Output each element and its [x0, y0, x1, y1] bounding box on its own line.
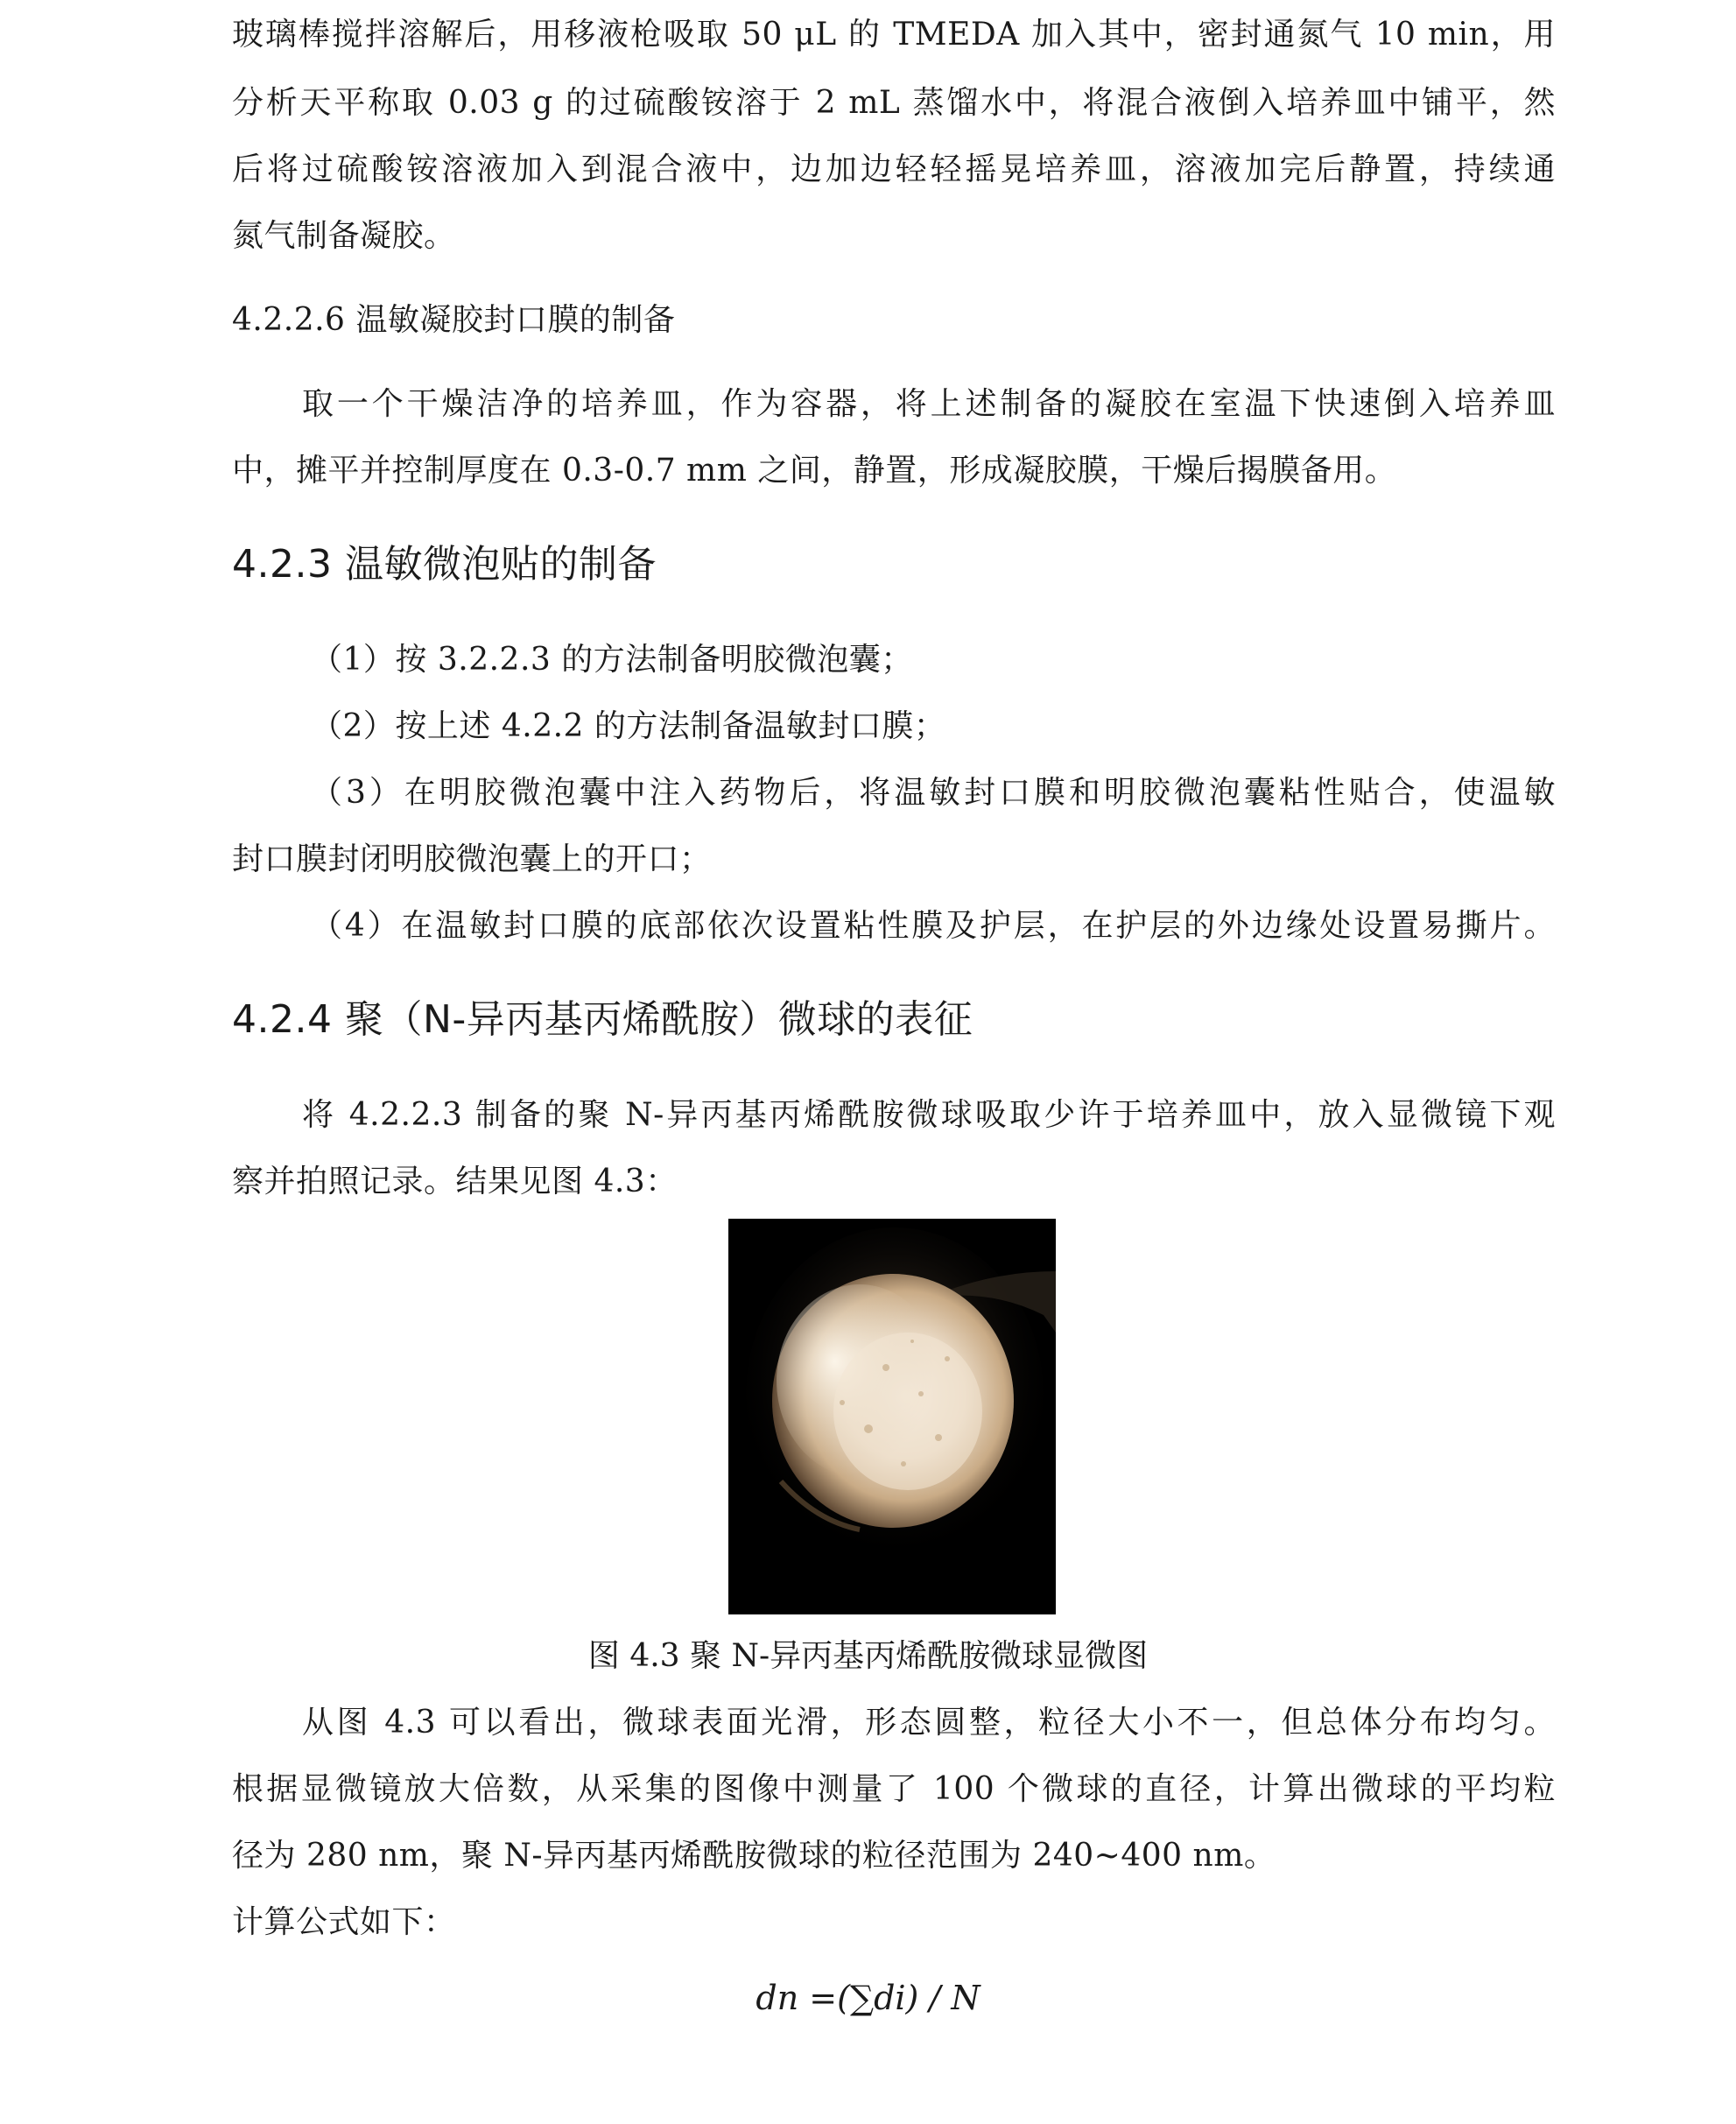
- list-item: （4）在温敏封口膜的底部依次设置粘性膜及护层，在护层的外边缘处设置易撕片。: [311, 908, 1556, 944]
- microsphere-micrograph: [728, 1219, 1056, 1614]
- formula-intro: 计算公式如下：: [232, 1904, 456, 1940]
- paragraph-line: 从图 4.3 可以看出，微球表面光滑，形态圆整，粒径大小不一，但总体分布均匀。: [302, 1705, 1556, 1741]
- paragraph-line: 氮气制备凝胶。: [232, 218, 456, 254]
- section-heading: 4.2.3 温敏微泡贴的制备: [232, 542, 657, 587]
- paragraph-line: 根据显微镜放大倍数，从采集的图像中测量了 100 个微球的直径，计算出微球的平均粒: [232, 1771, 1556, 1807]
- list-item-continuation: 封口膜封闭明胶微泡囊上的开口；: [232, 841, 712, 877]
- paragraph-line: 取一个干燥洁净的培养皿，作为容器，将上述制备的凝胶在室温下快速倒入培养皿: [302, 386, 1556, 422]
- section-heading: 4.2.4 聚（N-异丙基丙烯酰胺）微球的表征: [232, 997, 973, 1042]
- list-item: （3）在明胶微泡囊中注入药物后，将温敏封口膜和明胶微泡囊粘性贴合，使温敏: [311, 775, 1556, 811]
- paragraph-line: 分析天平称取 0.03 g 的过硫酸铵溶于 2 mL 蒸馏水中，将混合液倒入培养皿中铺平，然: [232, 85, 1556, 121]
- paragraph-line: 后将过硫酸铵溶液加入到混合液中，边加边轻轻摇晃培养皿，溶液加完后静置，持续通: [232, 151, 1556, 187]
- paragraph-line: 察并拍照记录。结果见图 4.3：: [232, 1164, 678, 1199]
- paragraph-line: 将 4.2.2.3 制备的聚 N-异丙基丙烯酰胺微球吸取少许于培养皿中，放入显微镜下观: [302, 1097, 1556, 1133]
- list-item: （1）按 3.2.2.3 的方法制备明胶微泡囊；: [311, 642, 913, 678]
- paragraph-line: 径为 280 nm，聚 N-异丙基丙烯酰胺微球的粒径范围为 240~400 nm。: [232, 1838, 1276, 1874]
- formula: dn =(∑di) / N: [756, 1979, 980, 2017]
- list-item: （2）按上述 4.2.2 的方法制备温敏封口膜；: [311, 708, 946, 744]
- paragraph-line: 玻璃棒搅拌溶解后，用移液枪吸取 50 μL 的 TMEDA 加入其中，密封通氮气 10 min，用: [232, 17, 1556, 53]
- paragraph-line: 中，摊平并控制厚度在 0.3-0.7 mm 之间，静置，形成凝胶膜，干燥后揭膜备用。: [232, 453, 1397, 489]
- micrograph-image: [728, 1219, 1056, 1614]
- figure-caption: 图 4.3 聚 N-异丙基丙烯酰胺微球显微图: [587, 1638, 1149, 1674]
- subsection-heading: 4.2.2.6 温敏凝胶封口膜的制备: [232, 302, 676, 338]
